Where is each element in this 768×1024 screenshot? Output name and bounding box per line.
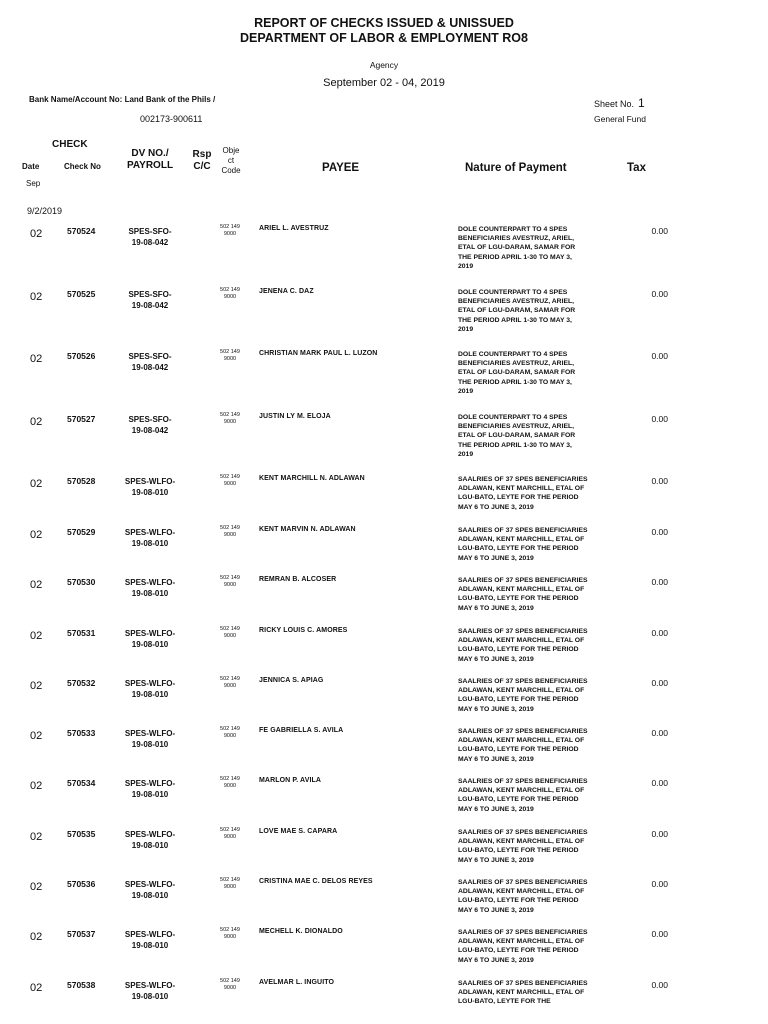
row-dv-line: 19-08-042 [131,238,169,247]
row-tax: 0.00 [651,527,668,537]
row-dv-line: 19-08-010 [131,640,169,649]
row-check-no: 570538 [67,980,96,990]
row-check-no: 570537 [67,929,96,939]
row-nature-of-payment: SAALRIES OF 37 SPES BENEFICIARIES ADLAWAN, KENT MARCHILL, ETAL OF LGU-BATO, LEYTE FOR THE PERIOD MAY 6 TO JUNE 3, 2019 [458,929,588,964]
row-dv-payroll [118,476,182,498]
agency-label: Agency [369,60,399,70]
row-object-code [214,776,246,790]
row-object-code-line: 502 149 [220,676,240,682]
row-dv-line: SPES-WLFO- [124,528,176,537]
account-number: 002173-900611 [140,114,203,124]
row-dv-line: 19-08-010 [131,841,169,850]
row-tax: 0.00 [651,980,668,990]
row-check-no: 570533 [67,728,96,738]
row-tax: 0.00 [651,728,668,738]
row-dv-line: 19-08-010 [131,740,169,749]
header-obj-line2: ct [227,156,235,165]
row-dv-line: SPES-SFO- [128,415,172,424]
row-payee: REMRAN B. ALCOSER [259,576,337,583]
row-object-code-line: 502 149 [220,827,240,833]
report-title: REPORT OF CHECKS ISSUED & UNISSUED [254,16,514,30]
fund-label: General Fund [594,114,646,124]
row-payee: JENNICA S. APIAG [259,677,324,684]
report-subtitle: DEPARTMENT OF LABOR & EMPLOYMENT RO8 [240,31,528,45]
row-check-no: 570524 [67,226,96,236]
row-dv-payroll [118,879,182,901]
row-nature-of-payment: DOLE COUNTERPART TO 4 SPES BENEFICIARIES AVESTRUZ, ARIEL, ETAL OF LGU-DARAM, SAMAR FOR THE PERIOD APRIL 1-30 TO MAY 3, 2019 [458,414,576,458]
row-payee: LOVE MAE S. CAPARA [259,828,338,835]
row-nature-of-payment: SAALRIES OF 37 SPES BENEFICIARIES ADLAWAN, KENT MARCHILL, ETAL OF LGU-BATO, LEYTE FOR THE PERIOD MAY 6 TO JUNE 3, 2019 [458,577,588,612]
header-rsp-line2: C/C [193,161,211,172]
row-check-no: 570534 [67,778,96,788]
row-object-code-line: 502 149 [220,978,240,984]
row-object-code-line: 502 149 [220,575,240,581]
row-tax: 0.00 [651,476,668,486]
sheet-value: 1 [638,96,645,110]
row-tax: 0.00 [651,879,668,889]
row-object-code-line: 9000 [223,294,237,300]
row-object-code-line: 502 149 [220,224,240,230]
row-date: 02 [30,982,43,994]
row-dv-payroll [118,351,182,373]
row-check-no: 570532 [67,678,96,688]
header-rsp-line1: Rsp [192,149,212,160]
row-object-code-line: 9000 [223,481,237,487]
row-tax: 0.00 [651,829,668,839]
row-nature-of-payment: SAALRIES OF 37 SPES BENEFICIARIES ADLAWAN, KENT MARCHILL, ETAL OF LGU-BATO, LEYTE FOR THE PERIOD MAY 6 TO JUNE 3, 2019 [458,527,588,562]
row-dv-line: 19-08-010 [131,992,169,1001]
row-object-code-line: 9000 [223,231,237,237]
row-dv-line: 19-08-010 [131,941,169,950]
header-check: CHECK [52,139,88,150]
row-date: 02 [30,730,43,742]
row-dv-line: SPES-WLFO- [124,679,176,688]
row-payee: ARIEL L. AVESTRUZ [259,225,329,232]
row-object-code [214,726,246,740]
row-check-no: 570530 [67,577,96,587]
row-dv-line: SPES-SFO- [128,290,172,299]
row-payee: MECHELL K. DIONALDO [259,928,343,935]
row-object-code-line: 9000 [223,934,237,940]
row-object-code-line: 502 149 [220,412,240,418]
row-date: 02 [30,680,43,692]
row-date: 02 [30,353,43,365]
row-dv-payroll [118,678,182,700]
row-tax: 0.00 [651,778,668,788]
header-obj-line3: Code [221,166,241,175]
row-object-code-line: 9000 [223,834,237,840]
row-object-code-line: 502 149 [220,877,240,883]
row-dv-payroll [118,980,182,1002]
row-date: 02 [30,228,43,240]
row-dv-line: SPES-WLFO- [124,729,176,738]
row-dv-line: 19-08-042 [131,301,169,310]
row-dv-payroll [118,929,182,951]
row-check-no: 570526 [67,351,96,361]
row-dv-payroll [118,829,182,851]
header-check-no: Check No [64,162,101,171]
row-dv-line: SPES-WLFO- [124,779,176,788]
header-payee: PAYEE [322,162,360,174]
row-nature-of-payment: DOLE COUNTERPART TO 4 SPES BENEFICIARIES AVESTRUZ, ARIEL, ETAL OF LGU-DARAM, SAMAR FOR THE PERIOD APRIL 1-30 TO MAY 3, 2019 [458,226,576,270]
header-dv-payroll [122,148,178,172]
row-object-code-line: 502 149 [220,776,240,782]
row-date: 02 [30,931,43,943]
row-object-code-line: 9000 [223,532,237,538]
row-object-code [214,349,246,363]
row-payee: KENT MARCHILL N. ADLAWAN [259,475,365,482]
header-obj-line1: Obje [222,146,240,155]
row-object-code-line: 9000 [223,356,237,362]
row-dv-payroll [118,577,182,599]
row-nature-of-payment: SAALRIES OF 37 SPES BENEFICIARIES ADLAWAN, KENT MARCHILL, ETAL OF LGU-BATO, LEYTE FOR THE PERIOD MAY 6 TO JUNE 3, 2019 [458,728,588,763]
sheet-label: Sheet No. [594,99,635,109]
row-dv-line: SPES-WLFO- [124,477,176,486]
row-payee: JUSTIN LY M. ELOJA [259,413,331,420]
row-dv-line: SPES-WLFO- [124,981,176,990]
row-payee: CRISTINA MAE C. DELOS REYES [259,878,373,885]
row-dv-line: SPES-SFO- [128,227,172,236]
row-payee: JENENA C. DAZ [259,288,314,295]
row-dv-line: 19-08-010 [131,589,169,598]
row-dv-line: 19-08-010 [131,690,169,699]
row-nature-of-payment: SAALRIES OF 37 SPES BENEFICIARIES ADLAWAN, KENT MARCHILL, ETAL OF LGU-BATO, LEYTE FOR THE PERIOD MAY 6 TO JUNE 3, 2019 [458,879,588,914]
row-check-no: 570535 [67,829,96,839]
row-object-code [214,676,246,690]
row-nature-of-payment: DOLE COUNTERPART TO 4 SPES BENEFICIARIES AVESTRUZ, ARIEL, ETAL OF LGU-DARAM, SAMAR FOR THE PERIOD APRIL 1-30 TO MAY 3, 2019 [458,289,576,333]
row-dv-line: 19-08-010 [131,488,169,497]
bank-account-label: Bank Name/Account No: Land Bank of the Phils / [29,95,216,104]
row-dv-line: 19-08-010 [131,790,169,799]
row-object-code-line: 502 149 [220,349,240,355]
row-tax: 0.00 [651,351,668,361]
row-payee: RICKY LOUIS C. AMORES [259,627,348,634]
header-dv-line1: DV NO./ [131,148,169,159]
row-dv-payroll [118,226,182,248]
row-object-code-line: 9000 [223,683,237,689]
row-object-code-line: 9000 [223,733,237,739]
row-nature-of-payment: SAALRIES OF 37 SPES BENEFICIARIES ADLAWAN, KENT MARCHILL, ETAL OF LGU-BATO, LEYTE FOR THE [458,980,588,1006]
row-dv-payroll [118,414,182,436]
header-month: Sep [26,179,41,188]
row-tax: 0.00 [651,628,668,638]
row-tax: 0.00 [651,289,668,299]
row-check-no: 570527 [67,414,96,424]
row-dv-line: 19-08-042 [131,363,169,372]
report-period: September 02 - 04, 2019 [323,77,445,89]
row-tax: 0.00 [651,678,668,688]
row-object-code [214,927,246,941]
row-payee: FE GABRIELLA S. AVILA [259,727,344,734]
row-object-code-line: 502 149 [220,525,240,531]
row-object-code-line: 502 149 [220,474,240,480]
row-dv-line: 19-08-010 [131,539,169,548]
row-object-code-line: 502 149 [220,287,240,293]
row-check-no: 570528 [67,476,96,486]
row-dv-line: 19-08-010 [131,891,169,900]
row-date: 02 [30,529,43,541]
header-tax: Tax [627,162,646,174]
row-dv-payroll [118,628,182,650]
row-dv-line: SPES-SFO- [128,352,172,361]
row-object-code-line: 9000 [223,985,237,991]
header-nature-of-payment: Nature of Payment [465,162,567,174]
row-object-code [214,575,246,589]
row-nature-of-payment: SAALRIES OF 37 SPES BENEFICIARIES ADLAWAN, KENT MARCHILL, ETAL OF LGU-BATO, LEYTE FOR THE PERIOD MAY 6 TO JUNE 3, 2019 [458,628,588,663]
row-object-code-line: 9000 [223,633,237,639]
row-dv-line: SPES-WLFO- [124,629,176,638]
row-object-code [214,224,246,238]
row-object-code [214,978,246,992]
row-check-no: 570525 [67,289,96,299]
row-payee: KENT MARVIN N. ADLAWAN [259,526,356,533]
row-object-code [214,474,246,488]
row-nature-of-payment: SAALRIES OF 37 SPES BENEFICIARIES ADLAWAN, KENT MARCHILL, ETAL OF LGU-BATO, LEYTE FOR THE PERIOD MAY 6 TO JUNE 3, 2019 [458,476,588,511]
row-date: 02 [30,780,43,792]
row-object-code [214,877,246,891]
row-object-code-line: 502 149 [220,726,240,732]
row-payee: AVELMAR L. INGUITO [259,979,335,986]
sheet-number [594,96,645,110]
row-dv-payroll [118,527,182,549]
row-tax: 0.00 [651,577,668,587]
row-dv-payroll [118,289,182,311]
group-date: 9/2/2019 [27,206,63,216]
row-date: 02 [30,416,43,428]
row-dv-payroll [118,778,182,800]
header-rsp-cc [190,149,214,173]
row-dv-line: SPES-WLFO- [124,578,176,587]
row-dv-line: 19-08-042 [131,426,169,435]
row-object-code-line: 9000 [223,582,237,588]
row-object-code [214,827,246,841]
row-date: 02 [30,579,43,591]
row-date: 02 [30,291,43,303]
row-payee: CHRISTIAN MARK PAUL L. LUZON [259,350,378,357]
row-dv-payroll [118,728,182,750]
row-object-code-line: 502 149 [220,927,240,933]
row-tax: 0.00 [651,414,668,424]
row-nature-of-payment: DOLE COUNTERPART TO 4 SPES BENEFICIARIES AVESTRUZ, ARIEL, ETAL OF LGU-DARAM, SAMAR FOR THE PERIOD APRIL 1-30 TO MAY 3, 2019 [458,351,576,395]
row-dv-line: SPES-WLFO- [124,880,176,889]
header-object-code [218,146,244,176]
row-nature-of-payment: SAALRIES OF 37 SPES BENEFICIARIES ADLAWAN, KENT MARCHILL, ETAL OF LGU-BATO, LEYTE FOR THE PERIOD MAY 6 TO JUNE 3, 2019 [458,778,588,813]
row-check-no: 570531 [67,628,96,638]
row-object-code [214,525,246,539]
row-tax: 0.00 [651,929,668,939]
row-date: 02 [30,881,43,893]
row-object-code-line: 502 149 [220,626,240,632]
row-object-code [214,287,246,301]
row-object-code-line: 9000 [223,419,237,425]
row-check-no: 570529 [67,527,96,537]
header-dv-line2: PAYROLL [126,160,174,171]
row-nature-of-payment: SAALRIES OF 37 SPES BENEFICIARIES ADLAWAN, KENT MARCHILL, ETAL OF LGU-BATO, LEYTE FOR THE PERIOD MAY 6 TO JUNE 3, 2019 [458,829,588,864]
header-date: Date [22,162,40,171]
row-dv-line: SPES-WLFO- [124,830,176,839]
row-object-code-line: 9000 [223,783,237,789]
row-date: 02 [30,831,43,843]
row-object-code-line: 9000 [223,884,237,890]
row-payee: MARLON P. AVILA [259,777,322,784]
row-date: 02 [30,478,43,490]
row-tax: 0.00 [651,226,668,236]
row-check-no: 570536 [67,879,96,889]
row-object-code [214,412,246,426]
row-dv-line: SPES-WLFO- [124,930,176,939]
row-nature-of-payment: SAALRIES OF 37 SPES BENEFICIARIES ADLAWAN, KENT MARCHILL, ETAL OF LGU-BATO, LEYTE FOR THE PERIOD MAY 6 TO JUNE 3, 2019 [458,678,588,713]
row-object-code [214,626,246,640]
row-date: 02 [30,630,43,642]
